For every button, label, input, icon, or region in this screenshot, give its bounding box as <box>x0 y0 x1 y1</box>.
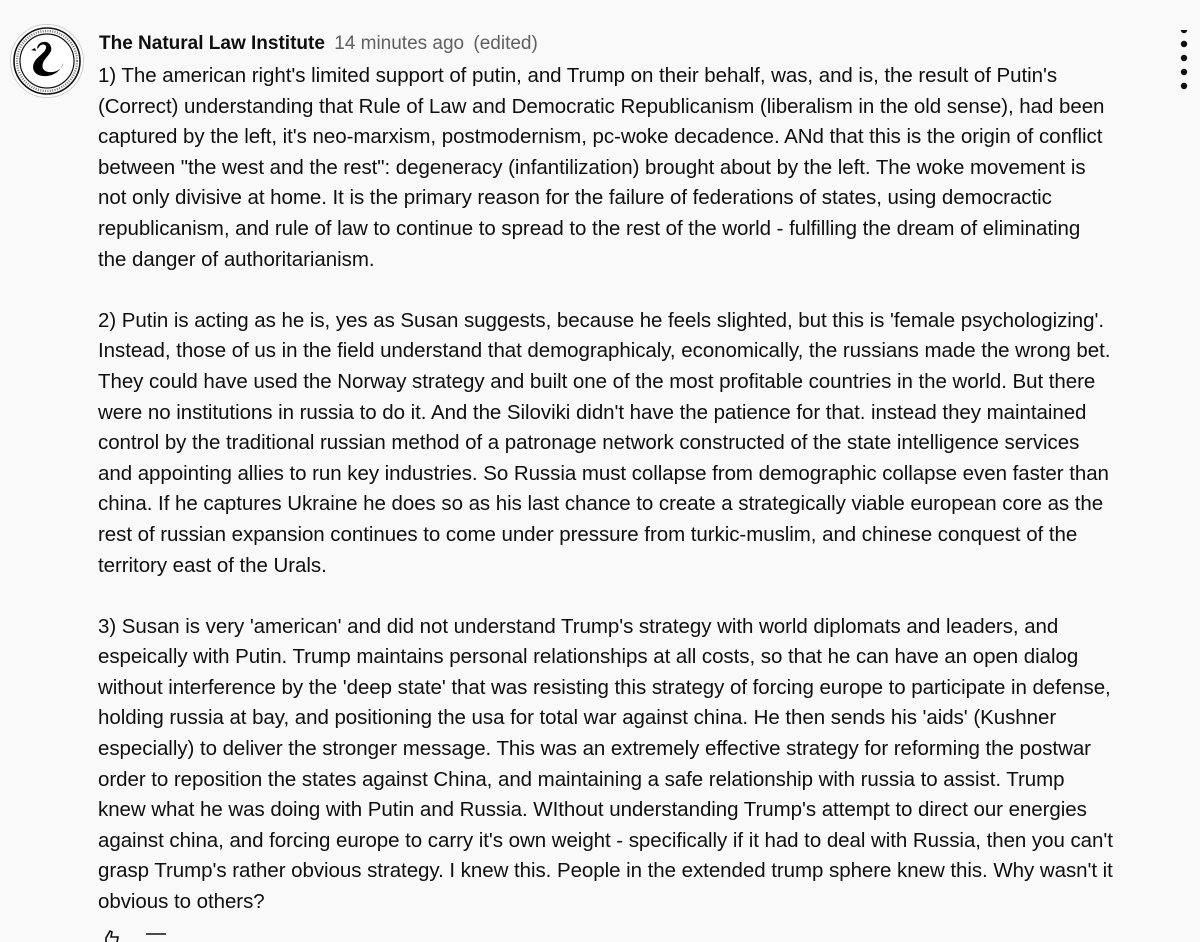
comment-body <box>98 61 1160 918</box>
comment-paragraph-1: 1) The american right's limited support of putin, and Trump on their behalf, was, and is, the result of Putin's (Correct) understanding that Rule of Law and Democratic Republicanism (liberalism in the old sense), had been captured by the left, it's neo-marxism, postmodernism, pc-woke decadence. ANd that this is the origin of conflict between "the west and the rest": degeneracy (infantilization) brought about by the left. The woke movement is not only divisive at home. It is the primary reason for the failure of federations of states, using democractic republicanism, and rule of law to continue to spread to the rest of the world - fulfilling the dream of eliminating the danger of authoritarianism. <box>98 64 1105 271</box>
comment-paragraph-2: 2) Putin is acting as he is, yes as Susan suggests, because he feels slighted, but this is 'female psychologizing'. Instead, those of us in the field understand that demographicaly, economically, the russians made the wrong bet. They could have used the Norway strategy and built one of the most profitable countries in the world. But there were no institutions in russia to do it. And the Siloviki didn't have the patience for that. instead they maintained control by the traditional russian method of a patronage network constructed of the state intelligence services and appointing allies to run key industries. So Russia must collapse from demographic collapse even faster than china. If he captures Ukraine he does so as his last chance to create a strategically viable european core as the rest of russian expansion continues to come under pressure from turkic-muslim, and chinese conquest of the territory east of the Urals. <box>98 308 1111 577</box>
comment-actions <box>100 928 168 942</box>
avatar[interactable] <box>10 24 84 98</box>
comment-header <box>99 30 538 58</box>
vertical-ellipsis-icon <box>1180 30 1188 106</box>
paragraph-spacer <box>98 581 1160 612</box>
more-actions-button[interactable] <box>1168 30 1200 120</box>
dislike-button[interactable] <box>144 928 168 942</box>
thumbs-down-icon <box>144 928 168 942</box>
paragraph-spacer <box>98 275 1160 306</box>
black-swan-seal-icon <box>11 25 83 97</box>
comment-paragraph-3: 3) Susan is very 'american' and did not understand Trump's strategy with world diplomats and leaders, and espeically with Putin. Trump maintains personal relationships at all costs, so that he can have an open dialog without interference by the 'deep state' that was resisting this strategy of forcing europe to participate in defense, holding russia at bay, and positioning the usa for total war against china. He then sends his 'aids' (Kushner especially) to deliver the stronger message. This was an extremely effective strategy for reforming the postwar order to reposition the states against China, and maintaining a safe relationship with russia to assist. Trump knew what he was doing with Putin and Russia. WIthout understanding Trump's attempt to direct our energies against china, and forcing europe to carry it's own weight - specifically if it had to deal with Russia, then you can't grasp Trump's rather obvious strategy. I knew this. People in the extended trump sphere knew this. Why wasn't it obvious to others? <box>98 614 1113 914</box>
comment-timestamp[interactable]: 14 minutes ago <box>334 33 465 54</box>
edited-label: (edited) <box>473 33 538 54</box>
comment-author[interactable]: The Natural Law Institute <box>99 33 325 54</box>
like-button[interactable] <box>100 928 124 942</box>
thumbs-up-icon <box>100 928 124 942</box>
